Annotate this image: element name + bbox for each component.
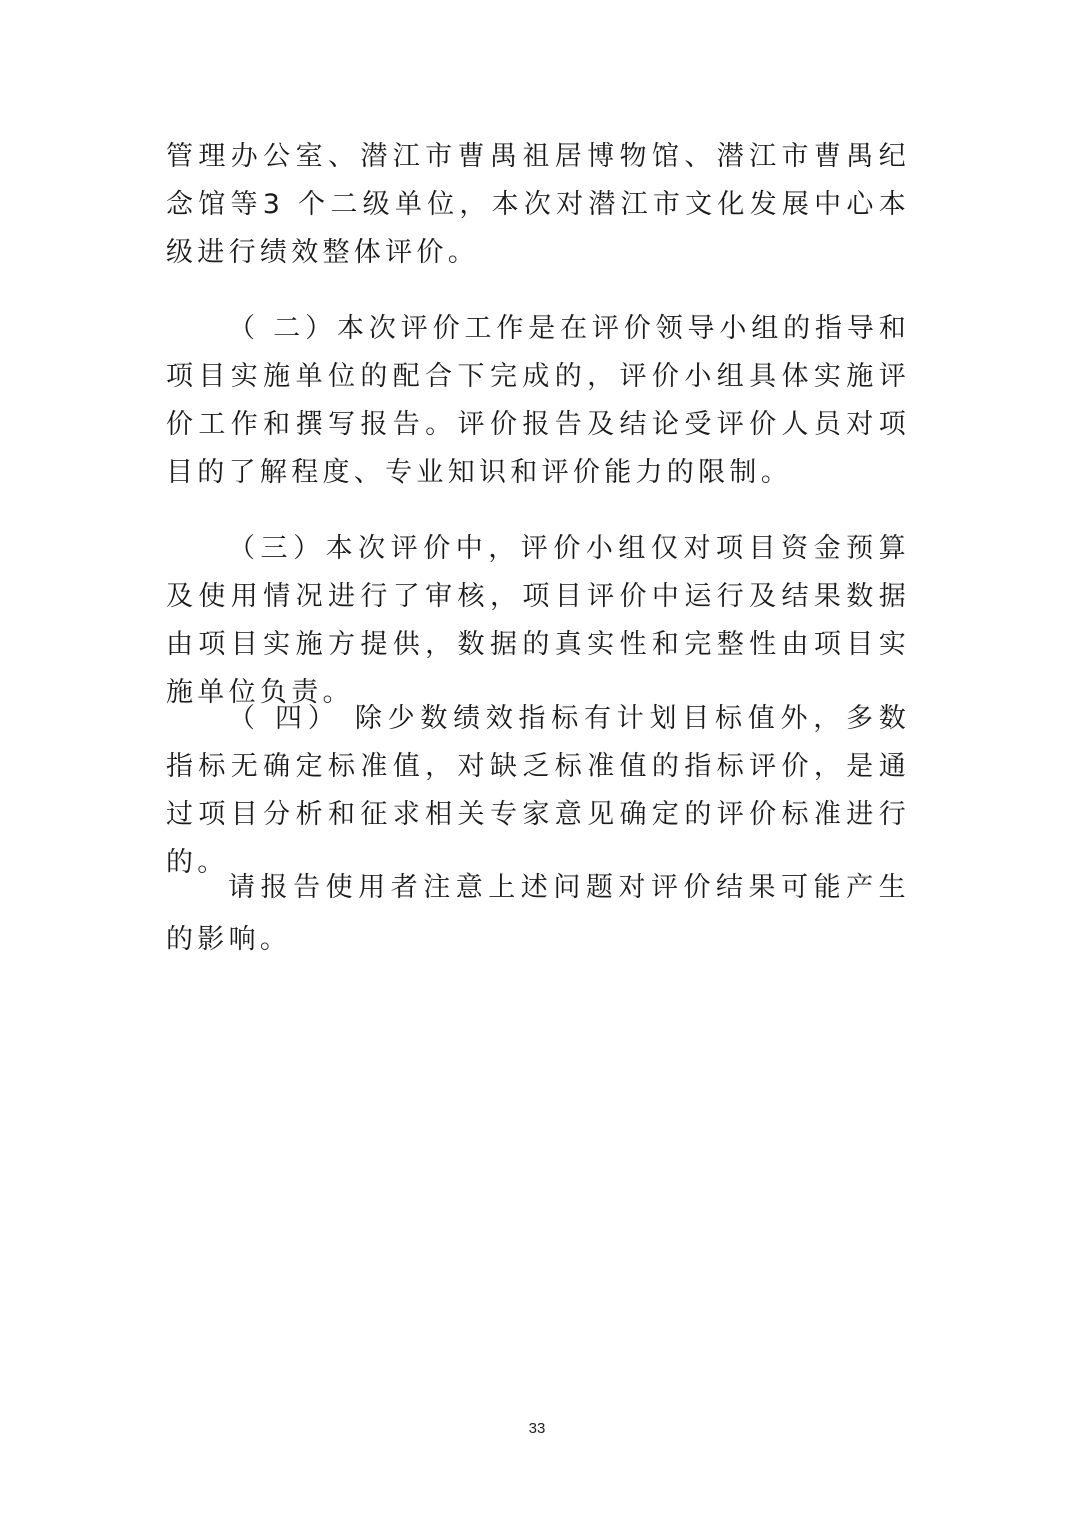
paragraph-item-four: （ 四） 除少数绩效指标有计划目标值外，多数指标无确定标准值，对缺乏标准值的指标评价，是通过项目分析和征求相关专家意见确定的评价标准进行的。 (166, 703, 910, 878)
page-number: 33 (528, 1420, 546, 1437)
paragraph-reader-notice: 请报告使用者注意上述问题对评价结果可能产生的影响。 (166, 872, 910, 955)
paragraph-units-continuation: 管理办公室、潜江市曹禺祖居博物馆、潜江市曹禺纪念馆等3 个二级单位，本次对潜江市文化发展中心本级进行绩效整体评价。 (166, 141, 910, 268)
paragraph-item-three: （三）本次评价中，评价小组仅对项目资金预算及使用情况进行了审核，项目评价中运行及结果数据由项目实施方提供，数据的真实性和完整性由项目实施单位负责。 (166, 533, 910, 708)
paragraph-item-two: （ 二）本次评价工作是在评价领导小组的指导和项目实施单位的配合下完成的，评价小组具体实施评价工作和撰写报告。评价报告及结论受评价人员对项目的了解程度、专业知识和评价能力的限制。 (166, 313, 910, 488)
